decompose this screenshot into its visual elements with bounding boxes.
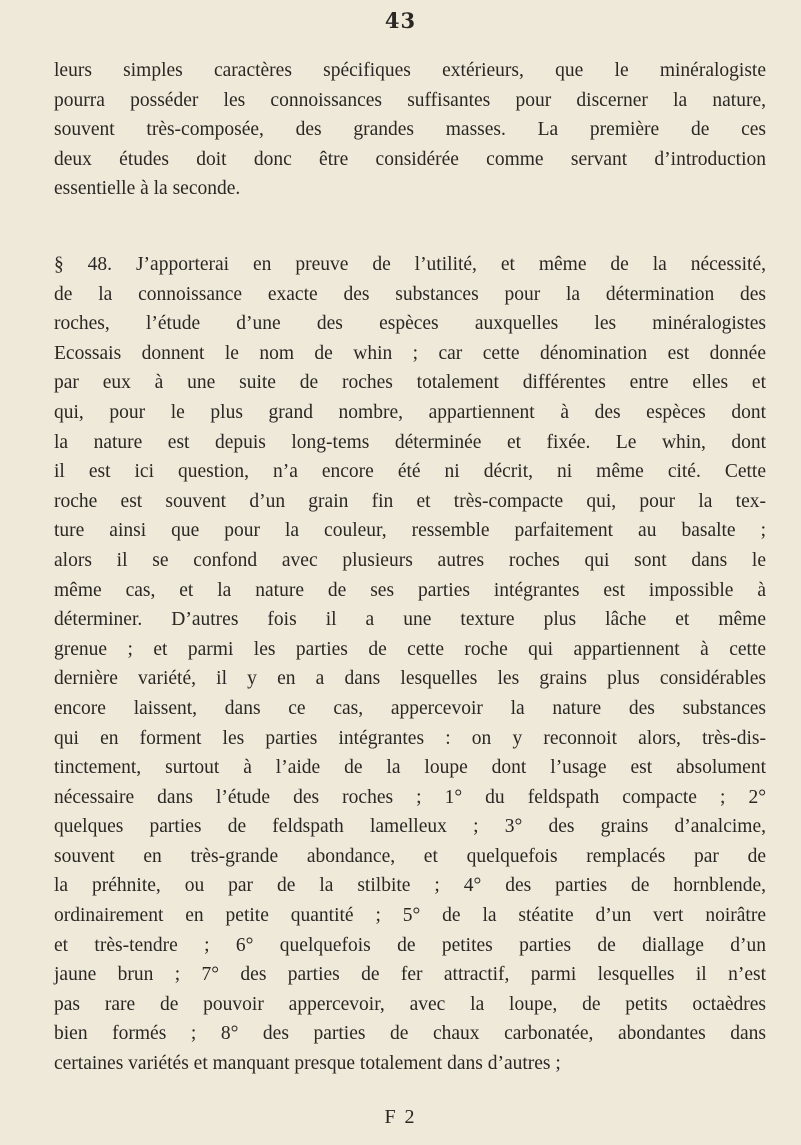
printer-signature-mark: F 2 [384, 1106, 417, 1128]
paragraph-1 [54, 56, 766, 204]
text-line: jaune brun ; 7° des parties de fer attractif, parmi lesquelles il n’est [54, 964, 766, 986]
text-line: dernière variété, il y en a dans lesquelles les grains plus considérables [54, 668, 766, 690]
text-line: alors il se confond avec plusieurs autres roches qui sont dans le [54, 549, 766, 571]
text-line: certaines variétés et manquant presque totalement dans d’autres ; [54, 1053, 561, 1075]
text-line: pas rare de pouvoir appercevoir, avec la loupe, de petits octaèdres [54, 993, 766, 1015]
text-line: quelques parties de feldspath lamelleux ; 3° des grains d’analcime, [54, 816, 766, 838]
text-line: roche est souvent d’un grain fin et très-compacte qui, pour la tex- [54, 490, 766, 512]
paragraph-2 [54, 250, 766, 1079]
text-line: souvent en très-grande abondance, et quelquefois remplacés par de [54, 845, 766, 867]
text-line: et très-tendre ; 6° quelquefois de petites parties de diallage d’un [54, 934, 766, 956]
text-line: bien formés ; 8° des parties de chaux carbonatée, abondantes dans [54, 1023, 766, 1045]
text-line: il est ici question, n’a encore été ni décrit, ni même cité. Cette [54, 461, 766, 483]
text-line: même cas, et la nature de ses parties intégrantes est impossible à [54, 579, 766, 601]
text-line: déterminer. D’autres fois il a une texture plus lâche et même [54, 609, 766, 631]
text-line: leurs simples caractères spécifiques extérieurs, que le minéralogiste [54, 60, 766, 81]
page-number: 43 [384, 8, 417, 33]
text-line: deux études doit donc être considérée comme servant d’introduction [54, 148, 766, 170]
text-line: par eux à une suite de roches totalement différentes entre elles et [54, 372, 766, 394]
text-line: souvent très-composée, des grandes masses. La première de ces [54, 119, 766, 141]
text-line: essentielle à la seconde. [54, 178, 241, 200]
text-line: la nature est depuis long-tems déterminée et fixée. Le whin, dont [54, 431, 766, 453]
text-line: nécessaire dans l’étude des roches ; 1° du feldspath compacte ; 2° [54, 786, 766, 808]
text-line: grenue ; et parmi les parties de cette roche qui appartiennent à cette [54, 638, 766, 660]
text-line: Ecossais donnent le nom de whin ; car cette dénomination est donnée [54, 342, 766, 364]
text-line: pourra posséder les connoissances suffisantes pour discerner la nature, [54, 89, 766, 111]
text-line: ordinairement en petite quantité ; 5° de la stéatite d’un vert noirâtre [54, 905, 766, 927]
text-line: ture ainsi que pour la couleur, ressemble parfaitement au basalte ; [54, 520, 766, 542]
text-line: qui, pour le plus grand nombre, appartiennent à des espèces dont [54, 401, 766, 423]
text-line: tinctement, surtout à l’aide de la loupe dont l’usage est absolument [54, 757, 766, 779]
text-line: roches, l’étude d’une des espèces auxquelles les minéralogistes [54, 313, 766, 335]
text-line: la préhnite, ou par de la stilbite ; 4° des parties de hornblende, [54, 875, 766, 897]
text-line: qui en forment les parties intégrantes : on y reconnoit alors, très-dis- [54, 727, 766, 749]
text-line: de la connoissance exacte des substances pour la détermination des [54, 283, 766, 305]
text-line: encore laissent, dans ce cas, appercevoir la nature des substances [54, 697, 766, 719]
text-line: § 48. J’apporterai en preuve de l’utilité, et même de la nécessité, [54, 254, 766, 275]
